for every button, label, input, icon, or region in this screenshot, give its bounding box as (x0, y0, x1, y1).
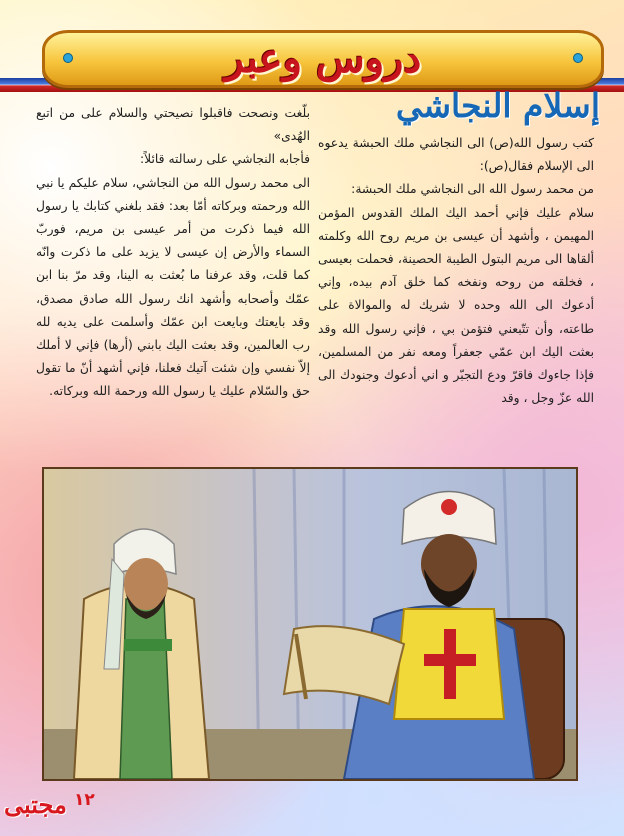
paragraph: كتب رسول الله(ص) الى النجاشي ملك الحبشة يدعوه الى الإسلام فقال(ص): (318, 136, 594, 174)
article-column-left (36, 102, 310, 404)
paragraph: سلام عليك فإني أحمد اليك الملك القدوس المؤمن المهيمن ، وأشهد أن عيسى بن مريم روح الله وكلمته ألقاها الى مريم البتول الطيبة الحصينة، فحملت بعيسى ، فخلقه من روحه ونفخه كما خلق آدم بيده، وإني أدعوك الى الله وحده لا شريك له والموالاة على طاعته، وأن تتّبعني فتؤمن بي ، فإني رسول الله وقد بعثت اليك ابن عمّي جعفراً ومعه نفر من المسلمين، فإذا جاءوك فاقرّ ودع التجبّر و اني أدعوك وجنودك الى الله عزّ وجل ، وقد (318, 205, 594, 406)
article-column-right (318, 132, 594, 410)
section-banner (42, 30, 604, 88)
paragraph: الى محمد رسول الله من النجاشي، سلام عليكم يا نبي الله ورحمته وبركاته أمّا بعد: فقد بلغني كتابك يا رسول الله فيما ذكرت من أمر عيسى بن مريم، فوربّ السماء والأرض إن عيسى لا يزيد على ما ذكرت وانّه كما قلت، وقد عرفنا ما بُعثت به الينا، وقد مرّ بنا ابن عمّك وأصحابه وأشهد انك رسول الله صادق مصدق، وقد بايعتك وبايعت ابن عمّك وأسلمت على يديه لله رب العالمين، وقد بعثت اليك بابني (أرها) فإني لا أملك إلاّ نفسي وإن شئت آتيك فعلنا، فإني أشهد أنّ ما تقول حق والسّلام عليك يا رسول الله ورحمة الله وبركاته. (36, 175, 310, 399)
banner-title: دروس وعبر (224, 35, 422, 82)
page-number: ١٢ (74, 790, 95, 810)
article-title: إسلام النجاشي (395, 86, 600, 125)
illustration-king-and-messenger (42, 467, 578, 781)
banner-dot-icon (63, 53, 73, 63)
illustration-image (44, 469, 576, 779)
banner-dot-icon (573, 53, 583, 63)
paragraph: فأجابه النجاشي على رسالته قائلاً: (140, 152, 310, 167)
paragraph: بلّغت ونصحت فاقبلوا نصيحتي والسلام على من اتبع الهُدى» (36, 106, 310, 144)
paragraph: من محمد رسول الله الى النجاشي ملك الحبشة: (351, 182, 594, 197)
magazine-logo: مجتبى (4, 790, 67, 819)
